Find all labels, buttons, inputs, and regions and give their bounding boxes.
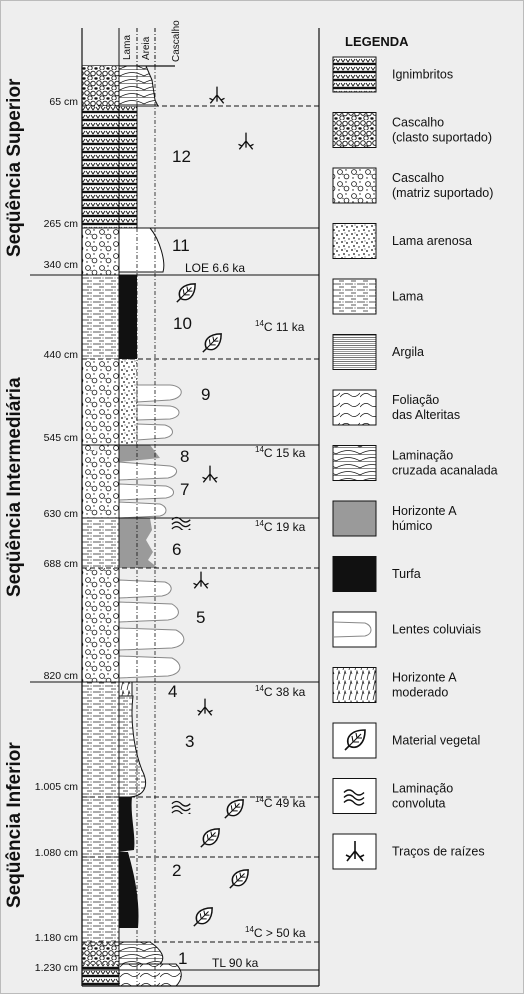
unit-number: 10 <box>173 314 192 333</box>
legend-item-label: Traços de raízes <box>392 844 485 859</box>
unit-12-ignimbrite <box>82 106 119 228</box>
unit-11-gravel <box>82 228 119 275</box>
unit-number: 4 <box>168 682 178 701</box>
moderate-horizon-pattern-swatch <box>333 668 376 703</box>
unit-12-ignimbrite-right <box>119 106 137 228</box>
unit-number: 8 <box>180 447 190 466</box>
unit-10-mud <box>82 275 119 359</box>
c14-superscript: 14 <box>255 684 264 693</box>
column-header-areia: Areia <box>141 36 152 60</box>
date-c14-49ka <box>255 795 306 810</box>
unit-9-sandy-mud <box>119 359 137 445</box>
c14-superscript: 14 <box>255 795 264 804</box>
legend-item-label: húmico <box>392 519 433 533</box>
legend-item-label: Laminação <box>392 781 454 796</box>
depth-label: 65 cm <box>49 96 78 108</box>
c14-value: C 49 ka <box>263 796 306 810</box>
date-c14-38ka <box>255 684 306 699</box>
legend-title: LEGENDA <box>345 34 409 49</box>
unit-7-gravel <box>82 445 119 518</box>
lithology-column <box>82 66 184 986</box>
unit-5-colluvial-lenses <box>119 580 184 678</box>
legend-item-label: cruzada acanalada <box>392 463 498 478</box>
plant-material-icon <box>201 829 219 847</box>
clay-pattern-swatch <box>333 335 376 370</box>
unit-number: 5 <box>196 608 206 627</box>
ignimbrite-pattern-swatch <box>333 57 376 92</box>
legend-item-label: (clasto suportado) <box>392 130 493 145</box>
date-c14-19ka <box>255 519 306 534</box>
colluvial-lens-pattern-swatch <box>333 612 376 647</box>
unit-2-peat-lower <box>119 852 139 928</box>
legend-item-label: (matriz suportado) <box>392 186 494 200</box>
legend-item-label: Lama <box>392 289 424 304</box>
root-traces-icon <box>210 87 225 104</box>
c14-superscript: 14 <box>255 519 264 528</box>
unit-2-peat-upper <box>119 797 134 852</box>
c14-superscript: 14 <box>255 445 264 454</box>
root-traces-icon <box>203 466 218 483</box>
unit-12-cap-gravel <box>82 66 119 106</box>
sequence-label-superior: Seqüência Superior <box>4 78 25 257</box>
depth-label: 1.180 cm <box>34 932 78 944</box>
c14-value: C 19 ka <box>263 520 306 534</box>
legend-item-label: moderado <box>392 685 449 700</box>
unit-5-gravel <box>82 568 119 682</box>
c14-value: C 38 ka <box>263 685 306 699</box>
column-symbols <box>172 87 254 926</box>
depth-label: 545 cm <box>43 432 78 444</box>
unit-number: 6 <box>172 540 182 559</box>
date-tl: TL 90 ka <box>212 956 259 970</box>
unit-number: 2 <box>172 861 182 880</box>
depth-label: 1.005 cm <box>34 781 78 793</box>
unit-10-peat <box>119 275 137 359</box>
plant-material-icon <box>194 908 212 926</box>
unit-number: 1 <box>178 949 188 968</box>
unit-number: 3 <box>185 732 195 751</box>
legend-item-label: Laminação <box>392 448 454 463</box>
c14-superscript: 14 <box>255 319 264 328</box>
sandy-mud-pattern-swatch <box>333 224 376 259</box>
unit-1-ignimbrite <box>82 964 119 986</box>
mud-pattern-swatch <box>333 279 376 314</box>
legend-item-label: Ignimbritos <box>392 67 454 82</box>
depth-label: 340 cm <box>43 259 78 271</box>
legend-item-label: das Alteritas <box>392 408 461 422</box>
root-traces-icon <box>239 133 254 150</box>
sequence-label-intermediaria: Seqüência Intermediária <box>4 377 25 597</box>
c14-value: C 15 ka <box>263 446 306 460</box>
convolute-lamination-icon-swatch <box>333 779 376 814</box>
legend-item-label: Lama arenosa <box>392 234 472 248</box>
root-traces-icon <box>198 699 213 716</box>
legend-item-label: Horizonte A <box>392 504 457 518</box>
unit-3-mud <box>82 682 119 797</box>
convolute-lamination-icon <box>172 517 190 531</box>
depth-label: 1.080 cm <box>34 847 78 859</box>
plant-material-icon <box>225 800 243 818</box>
column-header-cascalho: Cascalho <box>171 20 182 62</box>
depth-labels <box>35 96 78 974</box>
sequence-label-inferior: Seqüência Inferior <box>4 742 25 908</box>
unit-2-mud <box>82 797 119 942</box>
unit-number: 12 <box>172 147 191 166</box>
plant-material-icon <box>177 284 195 302</box>
depth-label: 688 cm <box>43 558 78 570</box>
unit-12-cross-lamination <box>119 66 158 106</box>
peat-pattern-swatch <box>333 557 376 592</box>
date-loe: LOE 6.6 ka <box>185 261 246 275</box>
depth-label: 265 cm <box>43 218 78 230</box>
unit-1-foliation <box>119 964 181 986</box>
unit-6-mud <box>82 518 119 568</box>
legend-item-label: Material vegetal <box>392 733 481 748</box>
depth-label: 820 cm <box>43 670 78 682</box>
cross-lamination-pattern-swatch <box>333 446 376 481</box>
c14-value: C > 50 ka <box>253 926 306 940</box>
plant-material-icon <box>203 334 221 352</box>
legend-item-label: Horizonte A <box>392 670 457 685</box>
unit-9-gravel <box>82 359 119 445</box>
unit-number: 7 <box>180 480 190 499</box>
root-traces-icon <box>194 572 209 589</box>
plant-material-icon <box>230 870 248 888</box>
unit-1-gravel <box>82 942 119 964</box>
unit-11-lens <box>119 228 164 272</box>
unit-8-humic-horizon <box>119 445 160 462</box>
unit-3-mud-wedge <box>119 696 146 797</box>
c14-superscript: 14 <box>245 925 254 934</box>
humic-horizon-pattern-swatch <box>333 501 376 536</box>
unit-6-humic-horizon <box>119 518 158 568</box>
date-c14-50ka <box>245 925 306 940</box>
depth-label: 440 cm <box>43 349 78 361</box>
unit-number: 9 <box>201 385 211 404</box>
depth-label: 1.230 cm <box>34 962 78 974</box>
legend-item-label: convoluta <box>392 796 446 811</box>
legend-item-label: Lentes coluviais <box>392 622 481 637</box>
date-c14-11ka <box>255 319 305 334</box>
unit-7-colluvial-lenses <box>119 462 177 518</box>
legend-item-label: Cascalho <box>392 171 445 185</box>
matrix-gravel-pattern-swatch <box>333 168 376 203</box>
unit-number: 11 <box>172 236 190 255</box>
foliation-pattern-swatch <box>333 390 376 425</box>
legend-item-label: Foliação <box>392 393 440 407</box>
clast-gravel-pattern-swatch <box>333 113 376 148</box>
c14-value: C 11 ka <box>263 320 305 334</box>
legend-item-label: Cascalho <box>392 115 445 130</box>
legend-item-label: Argila <box>392 345 424 359</box>
legend-item-label: Turfa <box>392 567 421 581</box>
unit-1-cross-lamination <box>119 942 163 964</box>
date-c14-15ka <box>255 445 306 460</box>
unit-9-colluvial-lenses <box>137 385 181 440</box>
legend <box>333 34 498 869</box>
depth-label: 630 cm <box>43 508 78 520</box>
column-header-lama: Lama <box>122 34 133 60</box>
unit-4-moderate-horizon <box>119 682 132 696</box>
convolute-lamination-icon <box>172 801 190 815</box>
